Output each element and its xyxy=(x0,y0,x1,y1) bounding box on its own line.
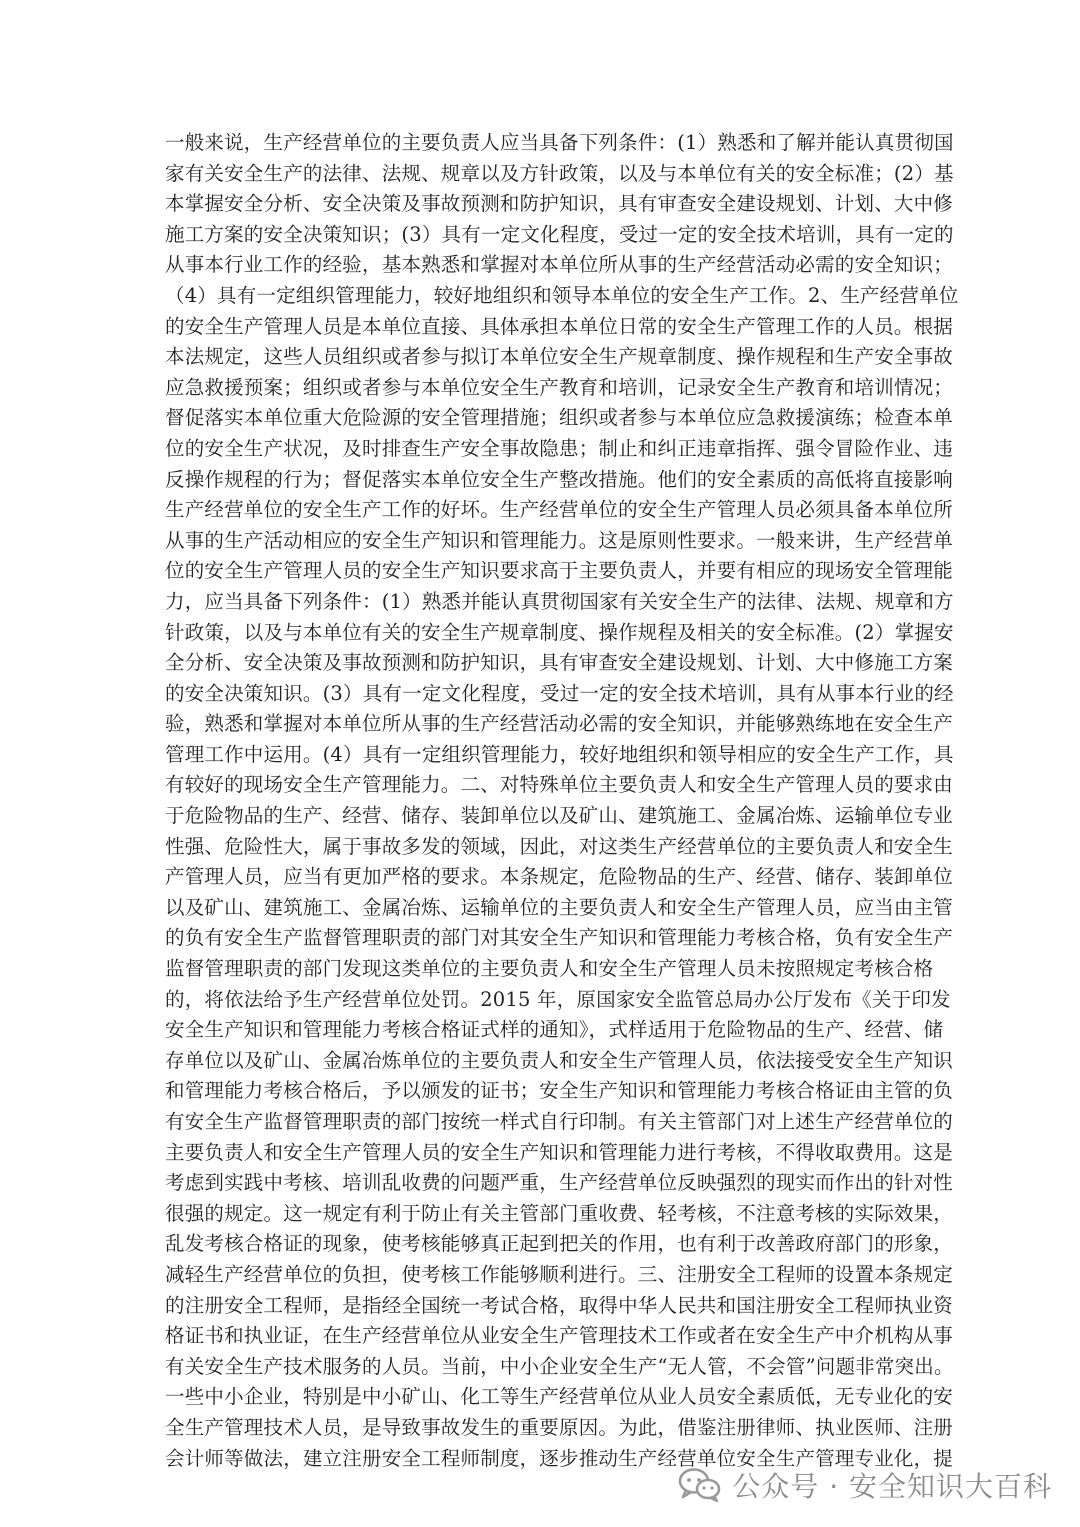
text-line: 有安全生产监督管理职责的部门按统一样式自行印制。有关主管部门对上述生产经营单位的 xyxy=(165,1110,954,1133)
text-line: 安全生产知识和管理能力考核合格证式样的通知》，式样适用于危险物品的生产、经营、储 xyxy=(165,1018,944,1042)
text-line: 的负有安全生产监督管理职责的部门对其安全生产知识和管理能力考核合格，负有安全生产 xyxy=(165,926,954,950)
text-line: 性强、危险性大，属于事故多发的领域，因此，对这类生产经营单位的主要负责人和安全生 xyxy=(165,834,954,858)
text-line: 于危险物品的生产、经营、储存、装卸单位以及矿山、建筑施工、金属冶炼、运输单位专业 xyxy=(165,804,954,828)
text-line: 应急救援预案；组织或者参与本单位安全生产教育和培训，记录安全生产教育和培训情况； xyxy=(165,375,954,399)
text-line: 以及矿山、建筑施工、金属冶炼、运输单位的主要负责人和安全生产管理人员，应当由主管 xyxy=(165,895,954,919)
text-line: 和管理能力考核合格后，予以颁发的证书；安全生产知识和管理能力考核合格证由主管的负 xyxy=(165,1079,954,1103)
text-line: 格证书和执业证，在生产经营单位从业安全生产管理技术工作或者在安全生产中介机构从事 xyxy=(165,1324,954,1348)
text-line: 本法规定，这些人员组织或者参与拟订本单位安全生产规章制度、操作规程和生产安全事故 xyxy=(165,345,954,369)
text-line: 的，将依法给予生产经营单位处罚。2015 年，原国家安全监管总局办公厅发布《关于印发 xyxy=(165,987,951,1011)
text-line: 的注册安全工程师，是指经全国统一考试合格，取得中华人民共和国注册安全工程师执业资 xyxy=(165,1293,954,1317)
watermark-text: 公众号 · 安全知识大百科 xyxy=(732,1470,1052,1503)
text-line: 减轻生产经营单位的负担，使考核工作能够顺利进行。三、注册安全工程师的设置本条规定 xyxy=(165,1262,954,1286)
text-line: 督促落实本单位重大危险源的安全管理措施；组织或者参与本单位应急救援演练；检查本单 xyxy=(165,406,954,430)
text-line: 有较好的现场安全生产管理能力。二、对特殊单位主要负责人和安全生产管理人员的要求由 xyxy=(165,773,954,797)
text-line: 验，熟悉和掌握对本单位所从事的生产经营活动必需的安全知识，并能够熟练地在安全生产 xyxy=(165,712,954,736)
text-line: 针政策，以及与本单位有关的安全生产规章制度、操作规程及相关的安全标准。(2）掌握安 xyxy=(165,620,954,644)
text-line: 位的安全生产状况，及时排查生产安全事故隐患；制止和纠正违章指挥、强令冒险作业、违 xyxy=(165,436,954,460)
text-line: 位的安全生产管理人员的安全生产知识要求高于主要负责人，并要有相应的现场安全管理能 xyxy=(165,559,954,583)
text-line: 产管理人员，应当有更加严格的要求。本条规定，危险物品的生产、经营、储存、装卸单位 xyxy=(165,865,954,889)
text-line: 的安全决策知识。(3）具有一定文化程度，受过一定的安全技术培训，具有从事本行业的经 xyxy=(165,681,954,705)
text-line: 主要负责人和安全生产管理人员的安全生产知识和管理能力进行考核，不得收取费用。这是 xyxy=(165,1140,954,1164)
text-line: 存单位以及矿山、金属冶炼单位的主要负责人和安全生产管理人员，依法接受安全生产知识 xyxy=(165,1048,954,1072)
text-line: 生产经营单位的安全生产工作的好坏。生产经营单位的安全生产管理人员必须具备本单位所 xyxy=(165,498,954,522)
text-line: 反操作规程的行为；督促落实本单位安全生产整改措施。他们的安全素质的高低将直接影响 xyxy=(165,467,954,491)
text-line: 有关安全生产技术服务的人员。当前，中小企业安全生产“无人管，不会管”问题非常突出。 xyxy=(165,1354,954,1378)
text-line: 监督管理职责的部门发现这类单位的主要负责人和安全生产管理人员未按照规定考核合格 xyxy=(165,957,934,981)
text-line: 管理工作中运用。(4）具有一定组织管理能力，较好地组织和领导相应的安全生产工作，具 xyxy=(165,742,954,766)
text-line: 本掌握安全分析、安全决策及事故预测和防护知识，具有审查安全建设规划、计划、大中修 xyxy=(165,192,954,216)
wechat-icon xyxy=(678,1467,722,1503)
text-line: 施工方案的安全决策知识；(3）具有一定文化程度，受过一定的安全技术培训，具有一定的 xyxy=(165,222,954,246)
text-line: 从事的生产活动相应的安全生产知识和管理能力。这是原则性要求。一般来讲，生产经营单 xyxy=(165,528,954,552)
text-line: 一般来说，生产经营单位的主要负责人应当具备下列条件：(1）熟悉和了解并能认真贯彻国 xyxy=(165,131,954,154)
text-line: 从事本行业工作的经验，基本熟悉和掌握对本单位所从事的生产经营活动必需的安全知识； xyxy=(165,253,954,277)
text-line: 力，应当具备下列条件：(1）熟悉并能认真贯彻国家有关安全生产的法律、法规、规章和方 xyxy=(165,589,954,613)
text-line: （4）具有一定组织管理能力，较好地组织和领导本单位的安全生产工作。2、生产经营单位 xyxy=(165,283,959,307)
document-body xyxy=(165,128,959,1474)
text-line: 会计师等做法，建立注册安全工程师制度，逐步推动生产经营单位安全生产管理专业化，提 xyxy=(165,1446,954,1470)
text-line: 全生产管理技术人员，是导致事故发生的重要原因。为此，借鉴注册律师、执业医师、注册 xyxy=(165,1415,954,1439)
text-line: 一些中小企业，特别是中小矿山、化工等生产经营单位从业人员安全素质低，无专业化的安 xyxy=(165,1385,954,1409)
text-line: 全分析、安全决策及事故预测和防护知识，具有审查安全建设规划、计划、大中修施工方案 xyxy=(165,651,954,675)
watermark xyxy=(678,1465,1052,1505)
text-line: 很强的规定。这一规定有利于防止有关主管部门重收费、轻考核，不注意考核的实际效果， xyxy=(165,1201,954,1225)
text-line: 家有关安全生产的法律、法规、规章以及方针政策，以及与本单位有关的安全标准；(2）基 xyxy=(165,161,954,185)
text-line: 考虑到实践中考核、培训乱收费的问题严重，生产经营单位反映强烈的现实而作出的针对性 xyxy=(165,1171,954,1195)
text-line: 乱发考核合格证的现象，使考核能够真正起到把关的作用，也有利于改善政府部门的形象， xyxy=(165,1232,954,1256)
text-line: 的安全生产管理人员是本单位直接、具体承担本单位日常的安全生产管理工作的人员。根据 xyxy=(165,314,954,338)
